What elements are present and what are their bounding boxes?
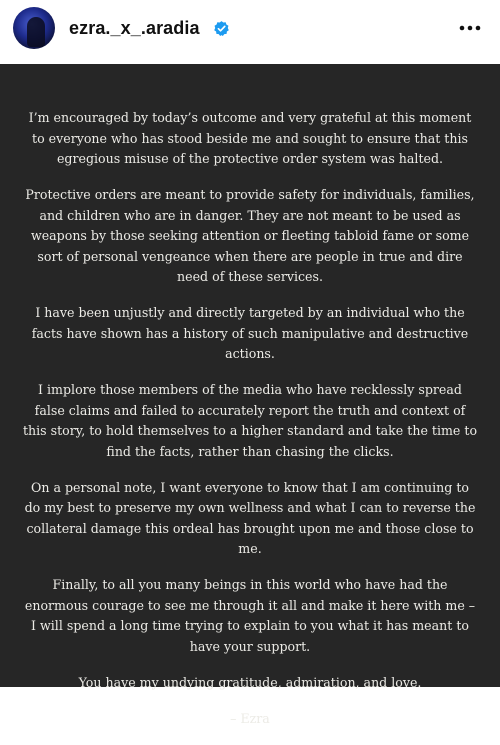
statement-paragraph: I implore those members of the media who have recklessly spread false claims and failed to accurately report the truth and context of this story, to hold themselves to a higher standard and take the time to find the facts, rather than chasing the clicks. [22, 382, 478, 459]
statement-signoff: – Ezra [230, 710, 270, 726]
verified-badge-icon [213, 20, 230, 37]
avatar[interactable] [13, 7, 55, 49]
statement-paragraph: Finally, to all you many beings in this world who have had the enormous courage to see me through it all and make it here with me – I will spend a long time trying to explain to you what it has meant to have your support. [24, 577, 476, 654]
statement-text [0, 108, 500, 745]
statement-paragraph: Protective orders are meant to provide safety for individuals, families, and children who are in danger. They are not meant to be used as weapons by those seeking attention or fleeting tabloid fame or some sort of personal vengeance when there are people in true and dire need of these services. [25, 187, 475, 284]
username-link[interactable]: ezra._x_.aradia [69, 18, 200, 38]
post-header [0, 0, 500, 64]
statement-paragraph: I have been unjustly and directly targeted by an individual who the facts have shown has a history of such manipulative and destructive actions. [31, 305, 469, 361]
more-options-icon[interactable] [455, 18, 485, 38]
statement-paragraph: I’m encouraged by today’s outcome and very grateful at this moment to everyone who has stood beside me and sought to ensure that this egregious misuse of the protective order system was halted. [28, 110, 472, 166]
statement-paragraph: You have my undying gratitude, admiration, and love. [78, 674, 422, 690]
post-image[interactable] [0, 64, 500, 726]
statement-paragraph: On a personal note, I want everyone to know that I am continuing to do my best to preserve my own wellness and what I can to reverse the collateral damage this ordeal has brought upon me and those close to me. [24, 479, 476, 556]
avatar-silhouette [27, 17, 45, 47]
